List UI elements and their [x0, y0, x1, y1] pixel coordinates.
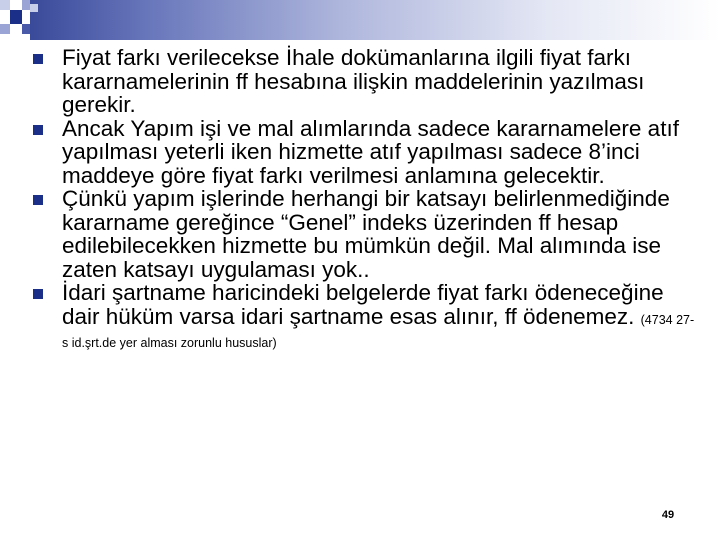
bullet-text: İdari şartname haricindeki belgelerde fiyat farkı ödeneceğine dair hüküm varsa idari şartname esas alınır, ff ödenemez.	[62, 280, 664, 329]
header-decoration	[0, 0, 720, 40]
page-number: 49	[661, 509, 675, 521]
slide-content	[28, 46, 698, 352]
header-gradient-band	[30, 0, 720, 40]
bullet-text: Çünkü yapım işlerinde herhangi bir katsayı belirlenmediğinde kararname gereğince “Genel” indeks üzerinden ff hesap edilebilecekken hizmette bu mümkün değil. Mal alımında ise zaten katsayı uygulaması yok..	[62, 186, 670, 282]
bullet-text: Ancak Yapım işi ve mal alımlarında sadece kararnamelere atıf yapılması yeterli iken hizmette atıf yapılması sadece 8’inci maddeye göre fiyat farkı verilmesi anlamına gelecektir.	[62, 115, 679, 188]
square-bullet-icon	[33, 54, 43, 64]
decor-square	[0, 24, 10, 34]
bullet-item	[28, 281, 698, 352]
bullet-item	[28, 117, 698, 188]
bullet-item	[28, 187, 698, 281]
decor-square	[22, 10, 30, 24]
square-bullet-icon	[33, 289, 43, 299]
decor-square	[22, 24, 30, 34]
decor-square	[22, 0, 30, 10]
bullet-text: Fiyat farkı verilecekse İhale dokümanlarına ilgili fiyat farkı kararnamelerinin ff hesabına ilişkin maddelerinin yazılması gerekir.	[62, 45, 645, 117]
decor-square	[10, 10, 22, 24]
decor-square	[0, 0, 10, 10]
square-bullet-icon	[33, 125, 43, 135]
square-bullet-icon	[33, 195, 43, 205]
bullet-item	[28, 46, 698, 117]
decor-square	[10, 0, 22, 10]
legal-reference-note: (4734 27-s id.şrt.de yer alması zorunlu hususlar)	[62, 312, 695, 350]
decor-square	[10, 24, 22, 34]
decor-square	[0, 10, 10, 24]
bullet-list	[28, 46, 698, 352]
decor-square	[30, 4, 38, 12]
